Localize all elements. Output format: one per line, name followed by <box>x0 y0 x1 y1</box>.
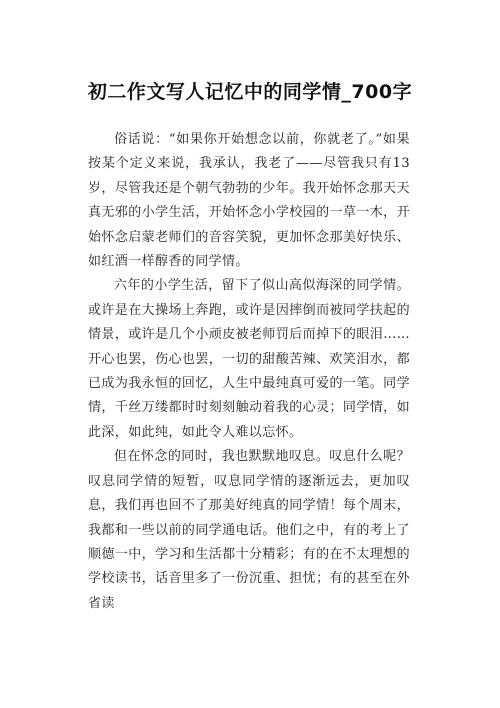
paragraph-2: 六年的小学生活，留下了似山高似海深的同学情。或许是在大操场上奔跑，或许是因摔倒而被同学扶起的情景，或许是几个小顽皮被老师罚后而掉下的眼泪……开心也罢，伤心也罢，一切的甜酸苦辣、欢笑泪水，都已成为我永恒的回忆，人生中最纯真可爱的一笔。同学情，千丝万缕都时时刻刻触动着我的心灵；同学情，如此深，如此纯，如此令人难以忘怀。 <box>88 278 410 440</box>
paragraph-1: 俗话说：“如果你开始想念以前，你就老了。”如果按某个定义来说，我承认，我老了——尽管我只有13岁，尽管我还是个朝气勃勃的少年。我开始怀念那天天真无邪的小学生活，开始怀念小学校园的一草一木，开始怀念启蒙老师们的音容笑貌，更加怀念那美好快乐、如红酒一样醇香的同学情。 <box>88 132 410 270</box>
paragraph-3: 但在怀念的同时，我也默默地叹息。叹息什么呢？叹息同学情的短暂，叹息同学情的逐渐远去，更加叹息，我们再也回不了那美好纯真的同学情！每个周末，我都和一些以前的同学通电话。他们之中，有的考上了顺德一中，学习和生活都十分精彩；有的在不太理想的学校读书，话音里多了一份沉重、担忧；有的甚至在外省读 <box>88 449 410 611</box>
document-body <box>88 128 410 616</box>
document-title: 初二作文写人记忆中的同学情_700字 <box>87 80 413 103</box>
